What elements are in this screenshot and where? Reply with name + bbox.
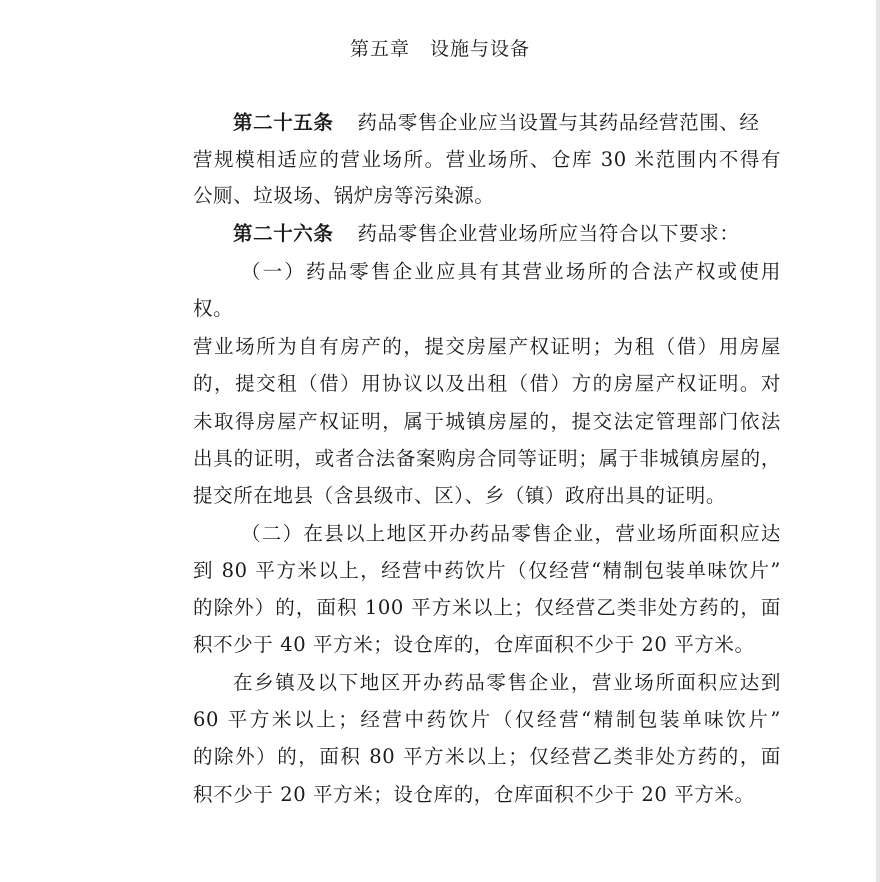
item-1-line-7: 提交所在地县（含县级市、区）、乡（镇）政府出具的证明。 (193, 484, 726, 507)
article-25-line-2: 营规模相适应的营业场所。营业场所、仓库 30 米范围内不得有 (193, 148, 781, 171)
page-edge (876, 0, 880, 882)
township-line-1: 在乡镇及以下地区开办药品零售企业，营业场所面积应达到 (233, 671, 781, 694)
item-2-line-1: （二）在县以上地区开办药品零售企业，营业场所面积应达 (241, 522, 781, 545)
article-25-text: 药品零售企业应当设置与其药品经营范围、经 (357, 111, 760, 134)
township-line-2: 60 平方米以上；经营中药饮片（仅经营“精制包装单味饮片” (193, 708, 781, 731)
article-26-line-1 (193, 221, 781, 247)
article-26-text: 药品零售企业营业场所应当符合以下要求： (357, 222, 740, 245)
item-1-line-4: 的，提交租（借）用协议以及出租（借）方的房屋产权证明。对 (193, 372, 781, 395)
item-1-line-3: 营业场所为自有房产的，提交房屋产权证明；为租（借）用房屋 (193, 335, 781, 358)
item-1-line-5: 未取得房屋产权证明，属于城镇房屋的，提交法定管理部门依法 (193, 410, 781, 433)
article-25-line-1 (193, 110, 781, 136)
item-2-line-3: 的除外）的，面积 100 平方米以上；仅经营乙类非处方药的，面 (193, 596, 781, 619)
article-26-heading: 第二十六条 (233, 222, 334, 245)
article-25-line-3: 公厕、垃圾场、锅炉房等污染源。 (193, 184, 495, 207)
item-1-line-2: 权。 (193, 297, 234, 320)
chapter-title: 第五章 设施与设备 (349, 38, 530, 60)
item-2-line-2: 到 80 平方米以上，经营中药饮片（仅经营“精制包装单味饮片” (193, 559, 781, 582)
township-line-3: 的除外）的，面积 80 平方米以上；仅经营乙类非处方药的，面 (193, 745, 781, 768)
item-1-line-1: （一）药品零售企业应具有其营业场所的合法产权或使用 (241, 260, 781, 283)
township-line-4: 积不少于 20 平方米；设仓库的，仓库面积不少于 20 平方米。 (193, 783, 755, 806)
article-25-heading: 第二十五条 (233, 111, 334, 134)
item-1-line-6: 出具的证明，或者合法备案购房合同等证明；属于非城镇房屋的， (193, 447, 781, 470)
item-2-line-4: 积不少于 40 平方米；设仓库的，仓库面积不少于 20 平方米。 (193, 633, 755, 656)
